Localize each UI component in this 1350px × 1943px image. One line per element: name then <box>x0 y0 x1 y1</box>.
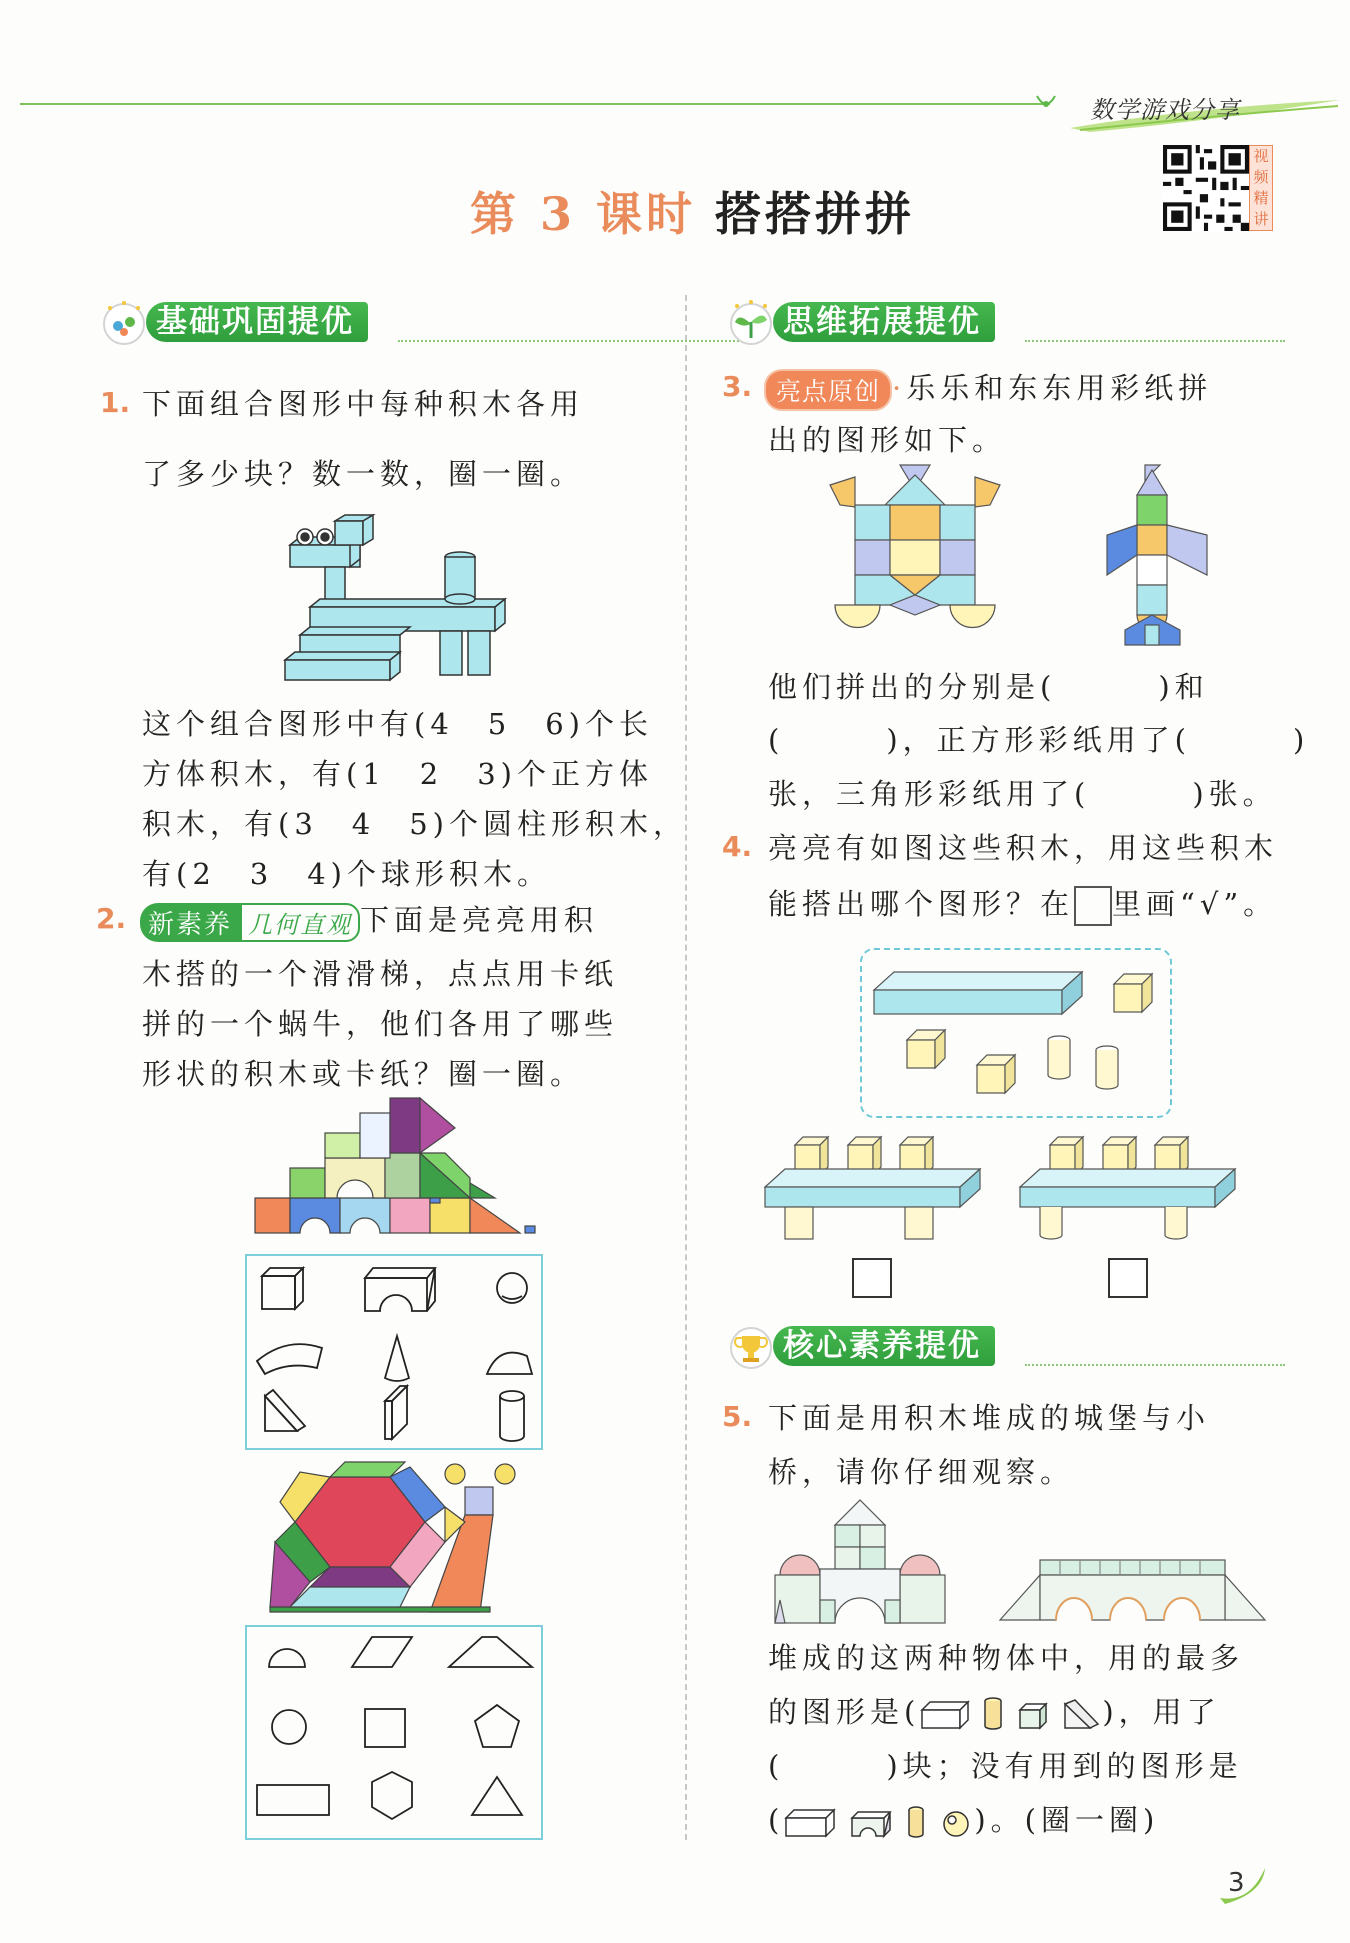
given-blocks-box <box>860 948 1172 1118</box>
answer-line: 这个组合图形中有(4 5 6)个长 <box>142 707 653 741</box>
option-b-checkbox[interactable] <box>1108 1258 1148 1298</box>
answer-line <box>768 1690 1221 1732</box>
option-figure-a <box>760 1135 985 1240</box>
answer-line: 张，三角形彩纸用了( )张。 <box>768 777 1277 811</box>
answer-line: 方体积木，有(1 2 3)个正方体 <box>142 757 653 791</box>
lesson-title: 搭搭拼拼 <box>715 187 915 241</box>
section-title: 基础巩固提优 <box>146 302 368 342</box>
question-line <box>768 882 1277 926</box>
slide-block-figure <box>255 1098 535 1238</box>
block-figure-dog <box>280 515 510 685</box>
option-a-checkbox[interactable] <box>852 1258 892 1298</box>
question-line <box>140 898 598 942</box>
question-text: 乐乐和东东用彩纸拼 <box>906 371 1213 405</box>
question-text: 了多少块？数一数，圈一圈。 <box>142 457 585 491</box>
video-tag-char: 频 <box>1253 168 1269 186</box>
trophy-icon <box>725 1322 779 1370</box>
answer-box-inline <box>1074 886 1112 926</box>
most-used-shape-choices[interactable] <box>920 1696 1102 1732</box>
section-title: 思维拓展提优 <box>773 302 995 342</box>
section-banner-thinking <box>725 298 1285 346</box>
question-number: 5. <box>722 1400 753 1433</box>
question-line: 亮点原创 ·乐乐和东东用彩纸拼 <box>764 366 1212 411</box>
snail-tangram-figure <box>270 1462 510 1612</box>
column-divider <box>685 295 687 1840</box>
question-number: 2. <box>96 902 127 935</box>
answer-line: 有(2 3 4)个球形积木。 <box>142 857 551 891</box>
page-number: 3 <box>1228 1868 1245 1898</box>
answer-text: 的图形是( <box>768 1695 921 1729</box>
bridge-block-figure <box>1000 1555 1265 1625</box>
video-tag-char: 视 <box>1253 147 1269 165</box>
question-text: 下面是亮亮用积 <box>360 903 599 937</box>
answer-line: ( )，正方形彩纸用了( ) <box>768 723 1310 757</box>
video-tag-char: 讲 <box>1253 210 1269 228</box>
choice-box-2d-shapes <box>245 1625 543 1840</box>
question-text: 拼的一个蜗牛，他们各用了哪些 <box>142 1007 619 1041</box>
answer-line: 积木，有(3 4 5)个圆柱形积木， <box>142 807 687 841</box>
tag-new-literacy: 新素养 <box>140 903 240 942</box>
question-text: 出的图形如下。 <box>768 423 1007 457</box>
header-rule <box>20 103 1050 105</box>
option-figure-b <box>1015 1135 1240 1240</box>
header-label: 数学游戏分享 <box>1090 96 1240 124</box>
answer-text: )。(圈一圈) <box>974 1803 1160 1837</box>
question-text: 桥，请你仔细观察。 <box>768 1455 1075 1489</box>
answer-text: )，用了 <box>1102 1695 1221 1729</box>
section-title: 核心素养提优 <box>773 1326 995 1366</box>
sprout-icon <box>725 298 779 346</box>
answer-line: ( )块；没有用到的图形是 <box>768 1749 1243 1783</box>
question-text: 能搭出哪个图形？在 <box>768 887 1075 921</box>
qr-code-icon[interactable] <box>1163 145 1249 231</box>
tag-geometry-intuition: 几何直观 <box>240 903 360 942</box>
question-text: 亮亮有如图这些积木，用这些积木 <box>768 831 1279 865</box>
answer-line <box>768 1798 1159 1840</box>
cube-shape-option <box>262 1268 303 1309</box>
flower-icon <box>98 298 152 346</box>
question-text: 下面组合图形中每种积木各用 <box>142 387 585 421</box>
question-number: 4. <box>722 830 753 863</box>
section-banner-core <box>725 1322 1285 1370</box>
question-text: 里画“√”。 <box>1112 887 1278 921</box>
choice-box-3d-shapes <box>245 1254 543 1450</box>
leaf-icon <box>1035 92 1057 114</box>
answer-line: 堆成的这两种物体中，用的最多 <box>768 1641 1245 1675</box>
question-text: 形状的积木或卡纸？圈一圈。 <box>142 1057 585 1091</box>
question-number: 1. <box>100 386 131 419</box>
question-text: 木搭的一个滑滑梯，点点用卡纸 <box>142 957 619 991</box>
answer-text: ( <box>768 1803 785 1837</box>
video-lesson-tag[interactable] <box>1249 145 1273 231</box>
section-banner-basic <box>98 298 658 346</box>
paper-figure-rocket <box>1105 465 1210 645</box>
page-number-swoosh <box>1215 1848 1275 1908</box>
banner-dotted-line <box>1025 1364 1285 1366</box>
lesson-number: 第 3 课时 <box>470 187 697 241</box>
video-tag-char: 精 <box>1253 189 1269 207</box>
question-text: 下面是用积木堆成的城堡与小 <box>768 1401 1211 1435</box>
tag-original-highlight: 亮点原创 <box>764 369 892 411</box>
question-number: 3. <box>722 370 753 403</box>
paper-figure-castle <box>830 465 1000 630</box>
answer-line: 他们拼出的分别是( )和 <box>768 670 1209 704</box>
unused-shape-choices[interactable] <box>784 1804 974 1840</box>
castle-block-figure <box>770 1500 945 1625</box>
banner-dotted-line <box>1025 340 1285 342</box>
banner-dotted-line <box>398 340 758 342</box>
